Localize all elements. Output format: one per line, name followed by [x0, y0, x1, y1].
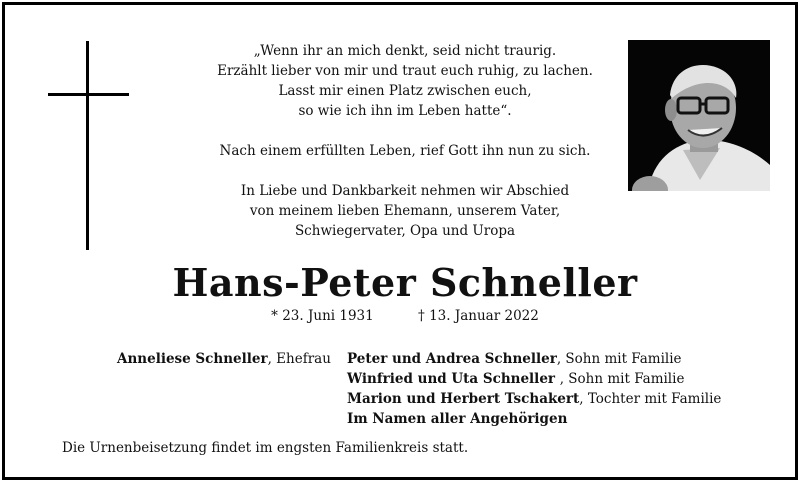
mourner-entry	[117, 349, 331, 369]
mourner-name: Winfried und Uta Schneller	[347, 371, 560, 387]
deceased-name: Hans-Peter Schneller	[172, 260, 638, 305]
portrait-photo	[628, 40, 770, 191]
burial-notice: Die Urnenbeisetzung findet im engsten Familienkreis statt.	[62, 440, 469, 456]
portrait-illustration	[628, 40, 770, 191]
mourner-name: Peter und Andrea Schneller	[347, 351, 557, 367]
quote-line: „Wenn ihr an mich denkt, seid nicht traurig.	[253, 43, 557, 59]
quote-line: Erzählt lieber von mir und traut euch ruhig, zu lachen.	[217, 63, 593, 79]
cross-icon-bar	[48, 93, 129, 96]
mourner-name: Im Namen aller Angehörigen	[347, 411, 568, 427]
mourner-relation: , Tochter mit Familie	[579, 391, 722, 407]
mourners-left	[117, 349, 331, 369]
mourner-relation: , Sohn mit Familie	[559, 371, 685, 387]
mourner-entry	[347, 369, 721, 389]
mourner-entry	[347, 349, 721, 369]
mourner-entry	[347, 409, 721, 429]
quote-line: so wie ich ihn im Leben hatte“.	[298, 103, 512, 119]
life-dates	[5, 307, 800, 325]
farewell-line: Schwiegervater, Opa und Uropa	[294, 223, 516, 239]
birth-date: * 23. Juni 1931	[271, 308, 374, 324]
mourner-name: Marion und Herbert Tschakert	[347, 391, 580, 407]
mourners-right	[347, 349, 721, 429]
obituary-frame	[2, 2, 798, 480]
quote-line: Lasst mir einen Platz zwischen euch,	[278, 83, 532, 99]
mourner-relation: , Ehefrau	[267, 351, 331, 367]
mourner-name: Anneliese Schneller	[117, 351, 268, 367]
farewell-line: von meinem lieben Ehemann, unserem Vater,	[249, 203, 561, 219]
announcement: Nach einem erfüllten Leben, rief Gott ihn nun zu sich.	[219, 143, 591, 159]
farewell-line: In Liebe und Dankbarkeit nehmen wir Abschied	[240, 183, 570, 199]
cross-icon	[86, 41, 89, 250]
mourner-relation: , Sohn mit Familie	[556, 351, 682, 367]
mourner-entry	[347, 389, 721, 409]
obituary-text	[185, 41, 625, 241]
death-date: † 13. Januar 2022	[418, 308, 539, 324]
